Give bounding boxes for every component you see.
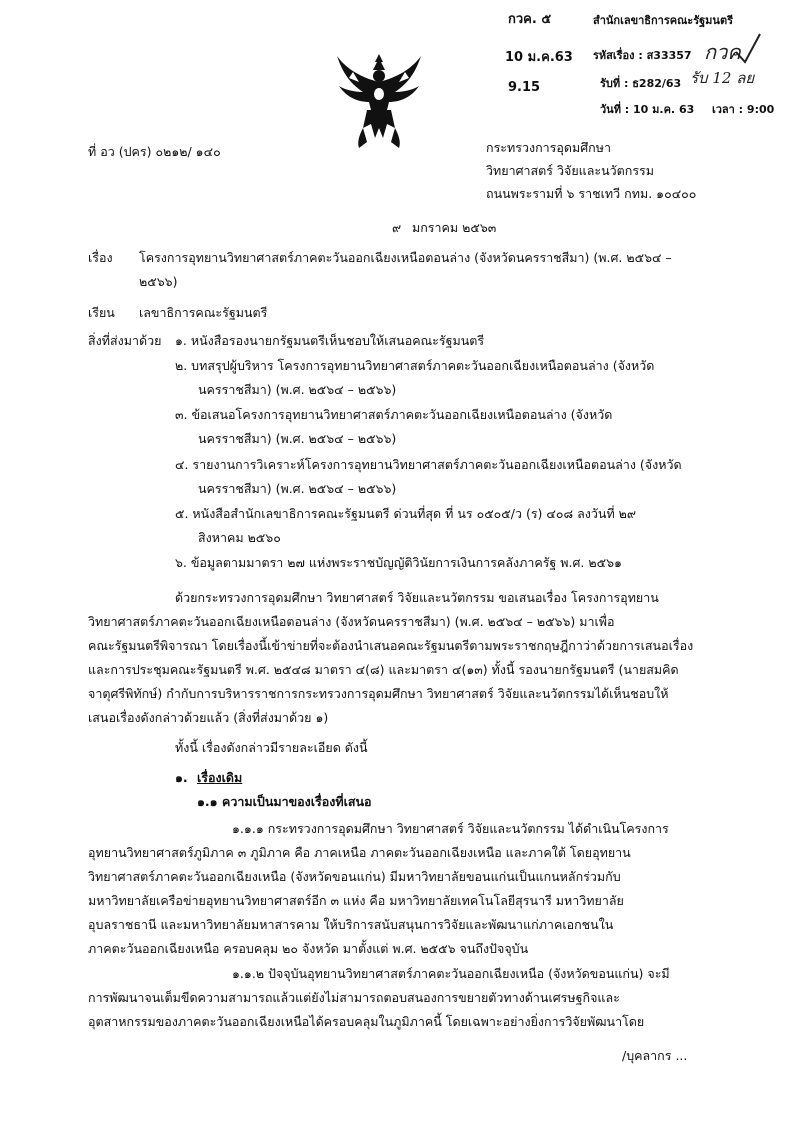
stamp-time-hand: 9.15 [508,80,541,95]
sender-line-1: กระทรวงการอุดมศึกษา [486,140,611,155]
para-1-1-1-line-2: อุทยานวิทยาศาสตร์ภูมิภาค ๓ ภูมิภาค คือ ภาคเหนือ ภาคตะวันออกเฉียงเหนือ และภาคใต้ โดยอุทยาน [88,845,631,860]
subject-line-2: ๒๕๖๖) [139,274,178,289]
intro-line-3: คณะรัฐมนตรีพิจารณา โดยเรื่องนี้เข้าข่ายที่จะต้องนำเสนอคณะรัฐมนตรีตามพระราชกฤษฎีกาว่าด้วยการเสนอเรื่อง [88,638,694,653]
stamp-date-hand: 10 ม.ค.63 [505,50,573,65]
intro-line-1: ด้วยกระทรวงการอุดมศึกษา วิทยาศาสตร์ วิจัยและนวัตกรรม ขอเสนอเรื่อง โครงการอุทยาน [175,590,659,605]
para-1-1-1-line-3: วิทยาศาสตร์ภาคตะวันออกเฉียงเหนือ (จังหวัดขอนแก่น) มีมหาวิทยาลัยขอนแก่นเป็นแกนหลักร่วมกับ [88,869,621,884]
sender-line-2: วิทยาศาสตร์ วิจัยและนวัตกรรม [486,163,655,178]
attachment-item-4-cont: นครราชสีมา) (พ.ศ. ๒๕๖๔ – ๒๕๖๖) [198,481,397,496]
section-1-heading: เรื่องเดิม [197,770,243,785]
stamp-receive-no: รับที่ : ธ282/63 [600,77,682,90]
stamp-office: สำนักเลขาธิการคณะรัฐมนตรี [593,14,733,27]
recipient-label: เรียน [88,305,115,320]
intro-line-6: เสนอเรื่องดังกล่าวด้วยแล้ว (สิ่งที่ส่งมาด้วย ๑) [88,710,329,725]
subject-line-1: โครงการอุทยานวิทยาศาสตร์ภาคตะวันออกเฉียงเหนือตอนล่าง (จังหวัดนครราชสีมา) (พ.ศ. ๒๕๖๔ – [139,250,672,265]
section-1-number: ๑. [175,770,188,785]
para-1-1-1-line-1: ๑.๑.๑ กระทรวงการอุดมศึกษา วิทยาศาสตร์ วิจัยและนวัตกรรม ได้ดำเนินโครงการ [232,821,669,836]
date-day: ๙ [392,220,402,235]
section-1-1-heading: ๑.๑ ความเป็นมาของเรื่องที่เสนอ [197,794,372,809]
details-intro: ทั้งนี้ เรื่องดังกล่าวมีรายละเอียด ดังนี้ [175,740,368,755]
attachment-item-2-cont: นครราชสีมา) (พ.ศ. ๒๕๖๔ – ๒๕๖๖) [198,382,397,397]
para-1-1-2-line-2: การพัฒนาจนเต็มขีดความสามารถแล้วแต่ยังไม่สามารถตอบสนองการขยายตัวทางด้านเศรษฐกิจและ [88,990,620,1005]
stamp-ref-label: รหัสเรื่อง : ส33357 [593,49,692,62]
stamp-checkmark-icon [733,30,763,70]
attachment-item-6: ๖. ข้อมูลตามมาตรา ๒๗ แห่งพระราชบัญญัติวินัยการเงินการคลังภาครัฐ พ.ศ. ๒๕๖๑ [175,555,622,570]
date-month-year: มกราคม ๒๕๖๓ [412,220,497,235]
intro-line-2: วิทยาศาสตร์ภาคตะวันออกเฉียงเหนือตอนล่าง (จังหวัดนครราชสีมา) (พ.ศ. ๒๕๖๔ – ๒๕๖๖) มาเพื่อ [88,614,615,629]
attachment-item-4: ๔. รายงานการวิเคราะห์โครงการอุทยานวิทยาศาสตร์ภาคตะวันออกเฉียงเหนือตอนล่าง (จังหวัด [175,457,682,472]
stamp-time-line: เวลา : 9:00 [712,103,775,116]
continuation-marker: /บุคลากร ... [622,1048,688,1063]
para-1-1-2-line-1: ๑.๑.๒ ปัจจุบันอุทยานวิทยาศาสตร์ภาคตะวันออกเฉียงเหนือ (จังหวัดขอนแก่น) จะมี [232,966,670,981]
attachment-item-3: ๓. ข้อเสนอโครงการอุทยานวิทยาศาสตร์ภาคตะวันออกเฉียงเหนือตอนล่าง (จังหวัด [175,407,613,422]
para-1-1-1-line-4: มหาวิทยาลัยเครือข่ายอุทยานวิทยาศาสตร์อีก ๓ แห่ง คือ มหาวิทยาลัยเทคโนโลยีสุรนารี มหาวิทยาลัย [88,893,624,908]
intro-line-5: จาตุศรีพิทักษ์) กำกับการบริหารราชการกระทรวงการอุดมศึกษา วิทยาศาสตร์ วิจัยและนวัตกรรมได้เห็นชอบให้ [88,686,669,701]
subject-label: เรื่อง [88,250,113,265]
doc-number: ที่ อว (ปคร) ๐๒๑๒/ ๑๔๐ [88,144,221,159]
attachment-item-5: ๕. หนังสือสำนักเลขาธิการคณะรัฐมนตรี ด่วนที่สุด ที่ นร ๐๕๐๕/ว (ร) ๔๐๘ ลงวันที่ ๒๙ [175,506,637,521]
stamp-dept-code: กวค. ๕ [508,12,552,27]
garuda-emblem-icon [333,48,425,150]
para-1-1-1-line-6: ภาคตะวันออกเฉียงเหนือ ครอบคลุม ๒๐ จังหวัด มาตั้งแต่ พ.ศ. ๒๕๕๖ จนถึงปัจจุบัน [88,941,529,956]
attachment-item-3-cont: นครราชสีมา) (พ.ศ. ๒๕๖๔ – ๒๕๖๖) [198,431,397,446]
sender-line-3: ถนนพระรามที่ ๖ ราชเทวี กทม. ๑๐๔๐๐ [486,186,697,201]
recipient-value: เลขาธิการคณะรัฐมนตรี [139,305,268,320]
attachment-item-1: ๑. หนังสือรองนายกรัฐมนตรีเห็นชอบให้เสนอคณะรัฐมนตรี [175,333,485,348]
para-1-1-2-line-3: อุตสาหกรรมของภาคตะวันออกเฉียงเหนือได้ครอบคลุมในภูมิภาคนี้ โดยเฉพาะอย่างยิ่งการวิจัยพัฒนาโดย [88,1014,645,1029]
attachments-label: สิ่งที่ส่งมาด้วย [88,333,162,348]
stamp-receive-handwritten: รับ 12 ลย [690,69,755,87]
intro-line-4: และการประชุมคณะรัฐมนตรี พ.ศ. ๒๕๔๘ มาตรา ๔(๘) และมาตรา ๔(๑๓) ทั้งนี้ รองนายกรัฐมนตรี (นายสมคิด [88,662,679,677]
attachment-item-2: ๒. บทสรุปผู้บริหาร โครงการอุทยานวิทยาศาสตร์ภาคตะวันออกเฉียงเหนือตอนล่าง (จังหวัด [175,358,655,373]
para-1-1-1-line-5: อุบลราชธานี และมหาวิทยาลัยมหาสารคาม ให้บริการสนับสนุนการวิจัยและพัฒนาแก่ภาคเอกชนใน [88,917,614,932]
attachment-item-5-cont: สิงหาคม ๒๕๖๐ [198,530,281,545]
stamp-ref-handwritten: กวค [704,40,741,64]
stamp-date-line: วันที่ : 10 ม.ค. 63 [600,103,695,116]
